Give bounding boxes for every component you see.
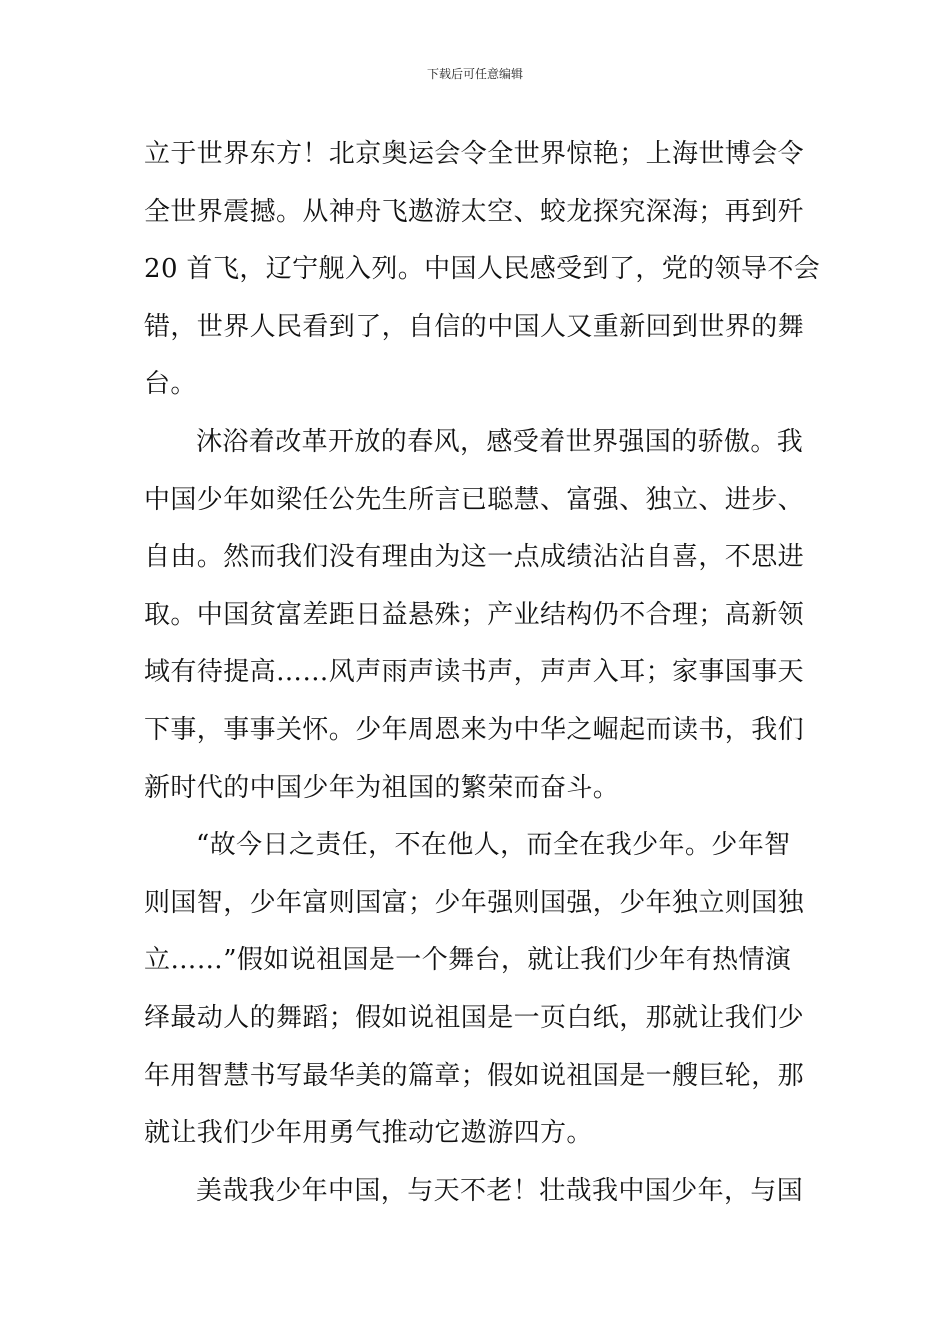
text-line: 错，世界人民看到了，自信的中国人又重新回到世界的舞 <box>144 311 805 342</box>
text-line: 取。中国贫富差距日益悬殊；产业结构仍不合理；高新领 <box>144 599 805 630</box>
text-line: 自由。然而我们没有理由为这一点成绩沾沾自喜，不思进 <box>144 542 805 573</box>
text-line: 20 首飞，辽宁舰入列。中国人民感受到了，党的领导不会 <box>144 254 821 285</box>
text-line: 中国少年如梁任公先生所言已聪慧、富强、独立、进步、 <box>144 484 805 515</box>
page-header: 下载后可任意编辑 <box>426 67 523 81</box>
text-line: 下事，事事关怀。少年周恩来为中华之崛起而读书，我们 <box>144 714 805 745</box>
text-line: 则国智，少年富则国富；少年强则国强，少年独立则国独 <box>144 887 805 918</box>
text-content: “故今日之责任，不在他人，而全在我少年。少年智 <box>196 830 791 861</box>
text-line: 全世界震撼。从神舟飞遨游太空、蛟龙探究深海；再到歼 <box>144 196 805 227</box>
text-content: 沐浴着改革开放的春风，感受着世界强国的骄傲。我 <box>196 426 804 457</box>
paragraph-1 <box>144 126 821 414</box>
text-line-first <box>144 1163 808 1221</box>
text-line: 域有待提高……风声雨声读书声，声声入耳；家事国事天 <box>144 657 805 688</box>
text-content: 美哉我少年中国，与天不老！壮哉我中国少年，与国 <box>196 1175 804 1206</box>
text-line: 立于世界东方！北京奥运会令全世界惊艳；上海世博会令 <box>144 139 805 169</box>
text-line-first <box>144 817 808 875</box>
text-line: 年用智慧书写最华美的篇章；假如说祖国是一艘巨轮，那 <box>144 1060 805 1091</box>
paragraph-2 <box>144 414 808 817</box>
text-line: 立……”假如说祖国是一个舞台，就让我们少年有热情演 <box>144 945 792 976</box>
text-line: 就让我们少年用勇气推动它遨游四方。 <box>144 1118 593 1149</box>
text-line: 绎最动人的舞蹈；假如说祖国是一页白纸，那就让我们少 <box>144 1002 805 1033</box>
document-body <box>144 126 821 1220</box>
paragraph-4 <box>144 1163 808 1221</box>
text-line-first <box>144 414 808 472</box>
text-line: 台。 <box>144 369 197 400</box>
paragraph-3 <box>144 817 808 1163</box>
text-line: 新时代的中国少年为祖国的繁荣而奋斗。 <box>144 772 620 803</box>
